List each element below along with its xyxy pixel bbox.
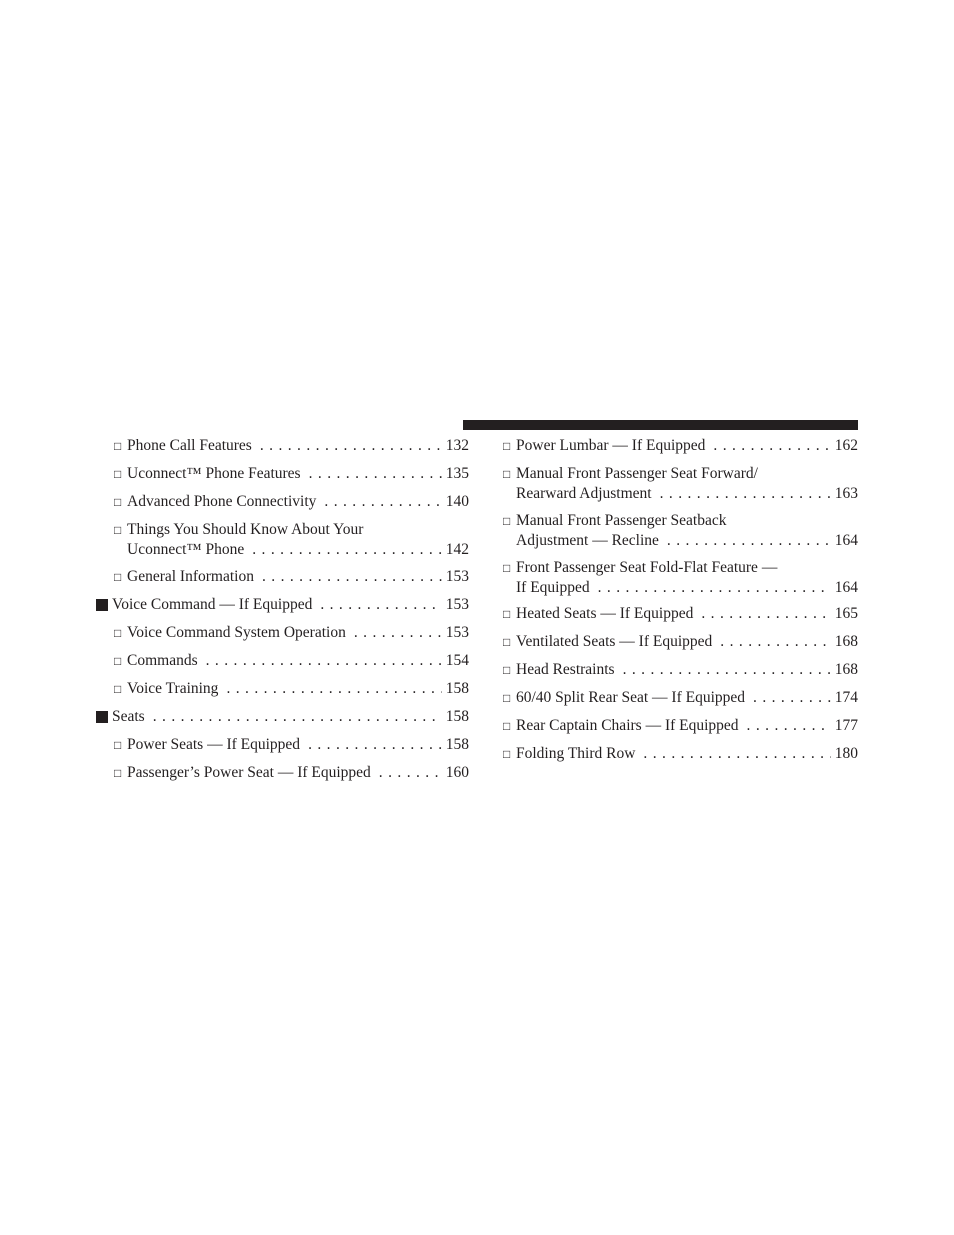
subsection-box-icon: □ (114, 439, 122, 453)
subsection-box-icon: □ (114, 654, 122, 668)
toc-page-number: 164 (834, 532, 858, 549)
subsection-box-icon: □ (114, 738, 122, 752)
toc-entry-label: Power Lumbar — If Equipped (516, 437, 706, 454)
dot-leader (379, 763, 442, 782)
subsection-box-icon: □ (503, 719, 511, 733)
toc-page-number: 158 (445, 708, 469, 725)
subsection-box-icon: □ (114, 682, 122, 696)
subsection-box-icon: □ (114, 766, 122, 780)
toc-entry[interactable] (503, 511, 858, 550)
toc-page-number: 153 (445, 568, 469, 585)
toc-page-number: 180 (834, 745, 858, 762)
toc-page-number: 135 (445, 465, 469, 482)
toc-page-number: 142 (445, 541, 469, 558)
section-bullet-icon (96, 711, 108, 723)
toc-entry[interactable] (96, 651, 469, 671)
dot-leader (309, 464, 442, 483)
toc-entry[interactable] (96, 595, 469, 614)
toc-page-number: 153 (445, 624, 469, 641)
toc-entry-label-line1: Front Passenger Seat Fold-Flat Feature — (516, 559, 778, 576)
subsection-box-icon: □ (114, 495, 122, 509)
dot-leader (226, 679, 441, 698)
dot-leader (598, 578, 831, 597)
toc-entry-label: Uconnect™ Phone (127, 541, 245, 558)
subsection-box-icon: □ (503, 561, 511, 575)
toc-page-number: 165 (834, 605, 858, 622)
section-bullet-icon (96, 599, 108, 611)
toc-entry[interactable] (96, 707, 469, 726)
toc-entry[interactable] (96, 464, 469, 484)
dot-leader (153, 707, 442, 726)
toc-entry[interactable] (96, 679, 469, 699)
toc-entry-label: Phone Call Features (127, 437, 252, 454)
dot-leader (354, 623, 442, 642)
toc-entry-label-line1: Things You Should Know About Your (127, 521, 364, 538)
toc-entry-label-line1: Manual Front Passenger Seat Forward/ (516, 465, 758, 482)
header-rule-bar (463, 420, 858, 430)
subsection-box-icon: □ (503, 691, 511, 705)
toc-entry-label: Rearward Adjustment (516, 485, 652, 502)
dot-leader (720, 632, 830, 651)
toc-entry[interactable] (503, 688, 858, 708)
toc-page-number: 168 (834, 633, 858, 650)
toc-page-number: 158 (445, 680, 469, 697)
subsection-box-icon: □ (503, 607, 511, 621)
toc-entry-label: General Information (127, 568, 254, 585)
dot-leader (713, 436, 830, 455)
subsection-box-icon: □ (503, 663, 511, 677)
toc-entry-label: Power Seats — If Equipped (127, 736, 301, 753)
toc-entry-label: Folding Third Row (516, 745, 636, 762)
dot-leader (206, 651, 442, 670)
toc-entry[interactable] (96, 436, 469, 456)
subsection-box-icon: □ (503, 635, 511, 649)
subsection-box-icon: □ (503, 747, 511, 761)
dot-leader (660, 484, 831, 503)
toc-entry[interactable] (503, 464, 858, 503)
toc-entry[interactable] (503, 436, 858, 456)
toc-entry-label: Adjustment — Recline (516, 532, 659, 549)
dot-leader (308, 735, 442, 754)
subsection-box-icon: □ (503, 514, 511, 528)
subsection-box-icon: □ (114, 570, 122, 584)
toc-page-number: 153 (445, 596, 469, 613)
dot-leader (260, 436, 442, 455)
toc-page-number: 160 (445, 764, 469, 781)
toc-entry-label: Heated Seats — If Equipped (516, 605, 694, 622)
toc-entry[interactable] (96, 520, 469, 559)
dot-leader (252, 540, 442, 559)
subsection-box-icon: □ (503, 439, 511, 453)
dot-leader (667, 531, 831, 550)
toc-entry[interactable] (96, 492, 469, 512)
toc-entry-label: Rear Captain Chairs — If Equipped (516, 717, 739, 734)
subsection-box-icon: □ (114, 467, 122, 481)
dot-leader (747, 716, 831, 735)
toc-entry-label: Ventilated Seats — If Equipped (516, 633, 713, 650)
dot-leader (324, 492, 441, 511)
subsection-box-icon: □ (114, 626, 122, 640)
toc-entry-label-line1: Manual Front Passenger Seatback (516, 512, 727, 529)
toc-entry-label: Uconnect™ Phone Features (127, 465, 301, 482)
dot-leader (643, 744, 830, 763)
toc-entry[interactable] (96, 567, 469, 587)
toc-entry-label: Voice Command — If Equipped (112, 596, 313, 613)
toc-entry[interactable] (503, 744, 858, 764)
toc-entry[interactable] (503, 632, 858, 652)
toc-entry[interactable] (503, 604, 858, 624)
toc-entry-label: Seats (112, 708, 145, 725)
toc-entry-label: If Equipped (516, 579, 590, 596)
subsection-box-icon: □ (114, 523, 122, 537)
toc-entry-label: Passenger’s Power Seat — If Equipped (127, 764, 371, 781)
toc-page-number: 163 (834, 485, 858, 502)
toc-entry[interactable] (96, 763, 469, 783)
dot-leader (320, 595, 441, 614)
toc-page-number: 177 (834, 717, 858, 734)
toc-page-number: 162 (834, 437, 858, 454)
toc-entry[interactable] (503, 716, 858, 736)
toc-entry-label: Voice Command System Operation (127, 624, 346, 641)
toc-entry-label: Head Restraints (516, 661, 615, 678)
toc-page-number: 140 (445, 493, 469, 510)
toc-entry-label: Commands (127, 652, 198, 669)
toc-page-number: 164 (834, 579, 858, 596)
toc-entry-label: Voice Training (127, 680, 219, 697)
dot-leader (701, 604, 830, 623)
dot-leader (753, 688, 831, 707)
dot-leader (262, 567, 442, 586)
toc-entry[interactable] (96, 735, 469, 755)
toc-entry-label: Advanced Phone Connectivity (127, 493, 317, 510)
toc-entry[interactable] (503, 558, 858, 597)
toc-entry[interactable] (96, 623, 469, 643)
toc-page-number: 174 (834, 689, 858, 706)
toc-page-number: 132 (445, 437, 469, 454)
toc-entry[interactable] (503, 660, 858, 680)
subsection-box-icon: □ (503, 467, 511, 481)
toc-entry-label: 60/40 Split Rear Seat — If Equipped (516, 689, 746, 706)
dot-leader (623, 660, 831, 679)
toc-page-number: 168 (834, 661, 858, 678)
toc-page-number: 154 (445, 652, 469, 669)
toc-page-number: 158 (445, 736, 469, 753)
